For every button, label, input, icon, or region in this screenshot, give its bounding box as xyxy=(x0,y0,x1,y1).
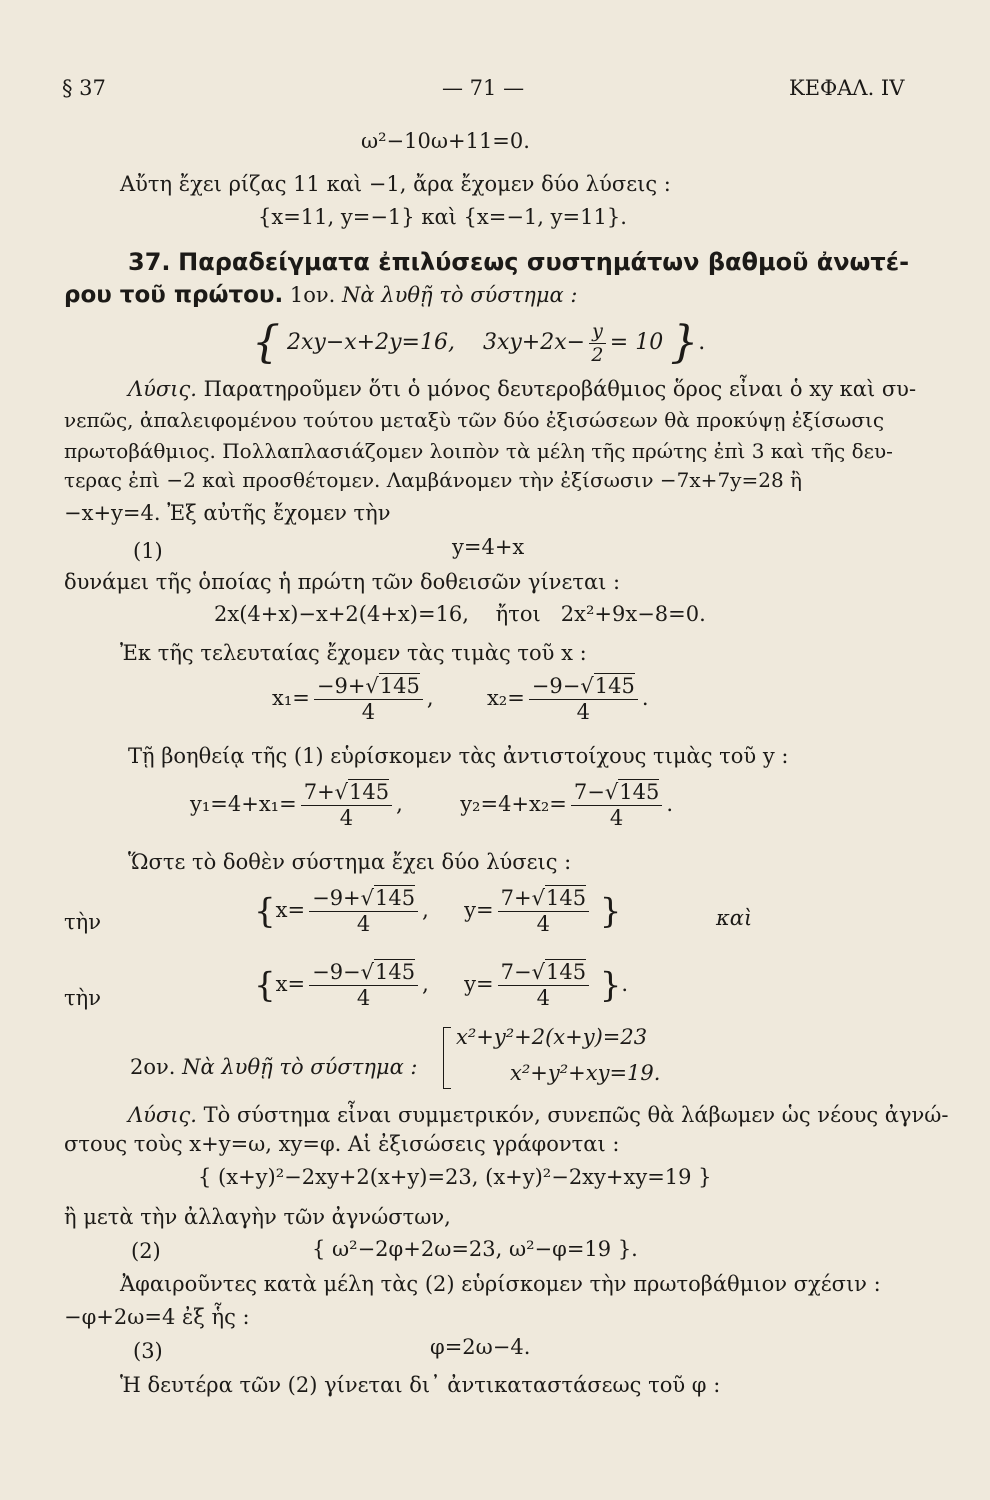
section-heading-line2 xyxy=(64,284,577,307)
x1-lhs: x₁= xyxy=(272,686,310,710)
y1-fraction: $\frac{7+√145}{4}$ xyxy=(301,782,392,829)
eq2-label: (2) xyxy=(131,1239,161,1263)
eq3: φ=2ω−4. xyxy=(430,1335,531,1359)
intro-roots-sentence: Αὔτη ἔχει ρίζας 11 καὶ −1, ἄρα ἔχομεν δύο λύσεις : xyxy=(120,172,671,196)
system1: { 2xy−x+2y=16, 3xy+2x− $\frac{y}{2}$ = 10 }. xyxy=(252,317,706,368)
p6-line2: στους τοὺς x+y=ω, xy=φ. Αἱ ἐξισώσεις γράφονται : xyxy=(64,1132,620,1156)
intro-solutions: {x=11, y=−1} καὶ {x=−1, y=11}. xyxy=(258,205,627,229)
example2-label: 2ον. xyxy=(130,1055,176,1079)
y2-fraction: $\frac{7-√145}{4}$ xyxy=(571,782,662,829)
eq-symmetric: { (x+y)²−2xy+2(x+y)=23, (x+y)²−2xy+xy=19 } xyxy=(198,1165,712,1189)
example2-prompt: Νὰ λυθῇ τὸ σύστημα : xyxy=(182,1055,418,1079)
eq1-label: (1) xyxy=(133,539,163,563)
x-values: x₁= $\frac{-9+√145}{4}$ , x₂= $\frac{-9-√145}{4}$ . xyxy=(272,674,649,724)
section-title-part1: Παραδείγματα ἐπιλύσεως συστημάτων βαθμοῦ ἀνωτέ- xyxy=(178,248,910,276)
p1-line2: νεπῶς, ἀπαλειφομένου τούτου μεταξὺ τῶν δύο ἐξισώσεων θὰ προκύψῃ ἐξίσωσις xyxy=(64,408,885,432)
header-page-number: — 71 — xyxy=(442,76,525,100)
p1-line5: −x+y=4. Ἐξ αὐτῆς ἔχομεν τὴν xyxy=(64,501,391,525)
sol-kai: καὶ xyxy=(716,906,753,930)
left-brace: { xyxy=(252,317,280,368)
system2-brace xyxy=(443,1027,451,1089)
p7: ἢ μετὰ τὴν ἀλλαγὴν τῶν ἀγνώστων, xyxy=(64,1205,451,1229)
p1-line3: πρωτοβάθμιος. Πολλαπλασιάζομεν λοιπὸν τὰ μέλη τῆς πρώτης ἐπὶ 3 καὶ τῆς δευ- xyxy=(64,439,893,463)
y-over-2: $\frac{y}{2}$ xyxy=(589,322,606,365)
sol-word-1: τὴν xyxy=(64,910,101,934)
p8-line2: −φ+2ω=4 ἐξ ἧς : xyxy=(64,1305,250,1329)
intro-equation: ω²−10ω+11=0. xyxy=(361,129,530,153)
system1-eq1: 2xy−x+2y=16, xyxy=(287,330,455,355)
solution2-label: Λύσις. xyxy=(128,1103,197,1127)
y1-lhs: y₁=4+x₁= xyxy=(190,792,297,816)
header-chapter: ΚΕΦΑΛ. IV xyxy=(789,76,905,100)
system2-eq1: x²+y²+2(x+y)=23 xyxy=(456,1025,648,1049)
section-title-part2: ρου τοῦ πρώτου. xyxy=(64,282,284,308)
p8-line1: Ἀφαιροῦντες κατὰ μέλη τὰς (2) εὑρίσκομεν τὴν πρωτοβάθμιον σχέσιν : xyxy=(120,1272,881,1296)
p5: Ὥστε τὸ δοθὲν σύστημα ἔχει δύο λύσεις : xyxy=(128,850,572,874)
p3: Ἐκ τῆς τελευταίας ἔχομεν τὰς τιμὰς τοῦ x : xyxy=(120,641,587,665)
section-heading-line1 xyxy=(128,250,909,274)
example2-heading xyxy=(130,1057,418,1078)
p1-line4: τερας ἐπὶ −2 καὶ προσθέτομεν. Λαμβάνομεν τὴν ἐξίσωσιν −7x+7y=28 ἢ xyxy=(64,468,803,492)
eq-substitution: 2x(4+x)−x+2(4+x)=16, ἤτοι 2x²+9x−8=0. xyxy=(214,602,706,626)
example1-label: 1ον. xyxy=(289,283,336,307)
right-brace: } xyxy=(670,317,699,368)
solution2: {x= $\frac{-9-√145}{4}$ , y= $\frac{7-√145}{4}$ }. xyxy=(254,960,629,1010)
sol-word-2: τὴν xyxy=(64,986,101,1010)
eq3-label: (3) xyxy=(133,1339,163,1363)
system1-eq2a: 3xy+2x− xyxy=(482,330,586,355)
p4: Τῇ βοηθείᾳ τῆς (1) εὑρίσκομεν τὰς ἀντιστοίχους τιμὰς τοῦ y : xyxy=(128,744,789,768)
system1-eq2b: = 10 xyxy=(609,330,664,355)
eq1: y=4+x xyxy=(452,535,525,559)
header-section: § 37 xyxy=(62,76,106,100)
solution1: {x= $\frac{-9+√145}{4}$ , y= $\frac{7+√145}{4}$ } xyxy=(254,886,622,936)
eq2: { ω²−2φ+2ω=23, ω²−φ=19 }. xyxy=(312,1237,638,1261)
x2-lhs: x₂= xyxy=(486,686,525,710)
x1-fraction: $\frac{-9+√145}{4}$ xyxy=(314,676,423,723)
y-values: y₁=4+x₁= $\frac{7+√145}{4}$ , y₂=4+x₂= $\frac{7-√145}{4}$ . xyxy=(190,780,674,830)
system2-eq2: x²+y²+xy=19. xyxy=(510,1061,661,1085)
p9: Ἡ δευτέρα τῶν (2) γίνεται δι᾽ ἀντικαταστάσεως τοῦ φ : xyxy=(120,1373,721,1397)
section-number: 37. xyxy=(128,248,171,276)
x2-fraction: $\frac{-9-√145}{4}$ xyxy=(529,676,638,723)
y2-lhs: y₂=4+x₂= xyxy=(460,792,567,816)
p2: δυνάμει τῆς ὁποίας ἡ πρώτη τῶν δοθεισῶν γίνεται : xyxy=(64,570,621,594)
p6-line1: Λύσις. Τὸ σύστημα εἶναι συμμετρικόν, συνεπῶς θὰ λάβωμεν ὡς νέους ἀγνώ- xyxy=(128,1103,949,1127)
solution-label: Λύσις. xyxy=(128,377,197,401)
example1-prompt: Νὰ λυθῇ τὸ σύστημα : xyxy=(342,283,578,307)
p1-line1: Λύσις. Παρατηροῦμεν ὅτι ὁ μόνος δευτεροβάθμιος ὅρος εἶναι ὁ xy καὶ συ- xyxy=(128,377,917,401)
